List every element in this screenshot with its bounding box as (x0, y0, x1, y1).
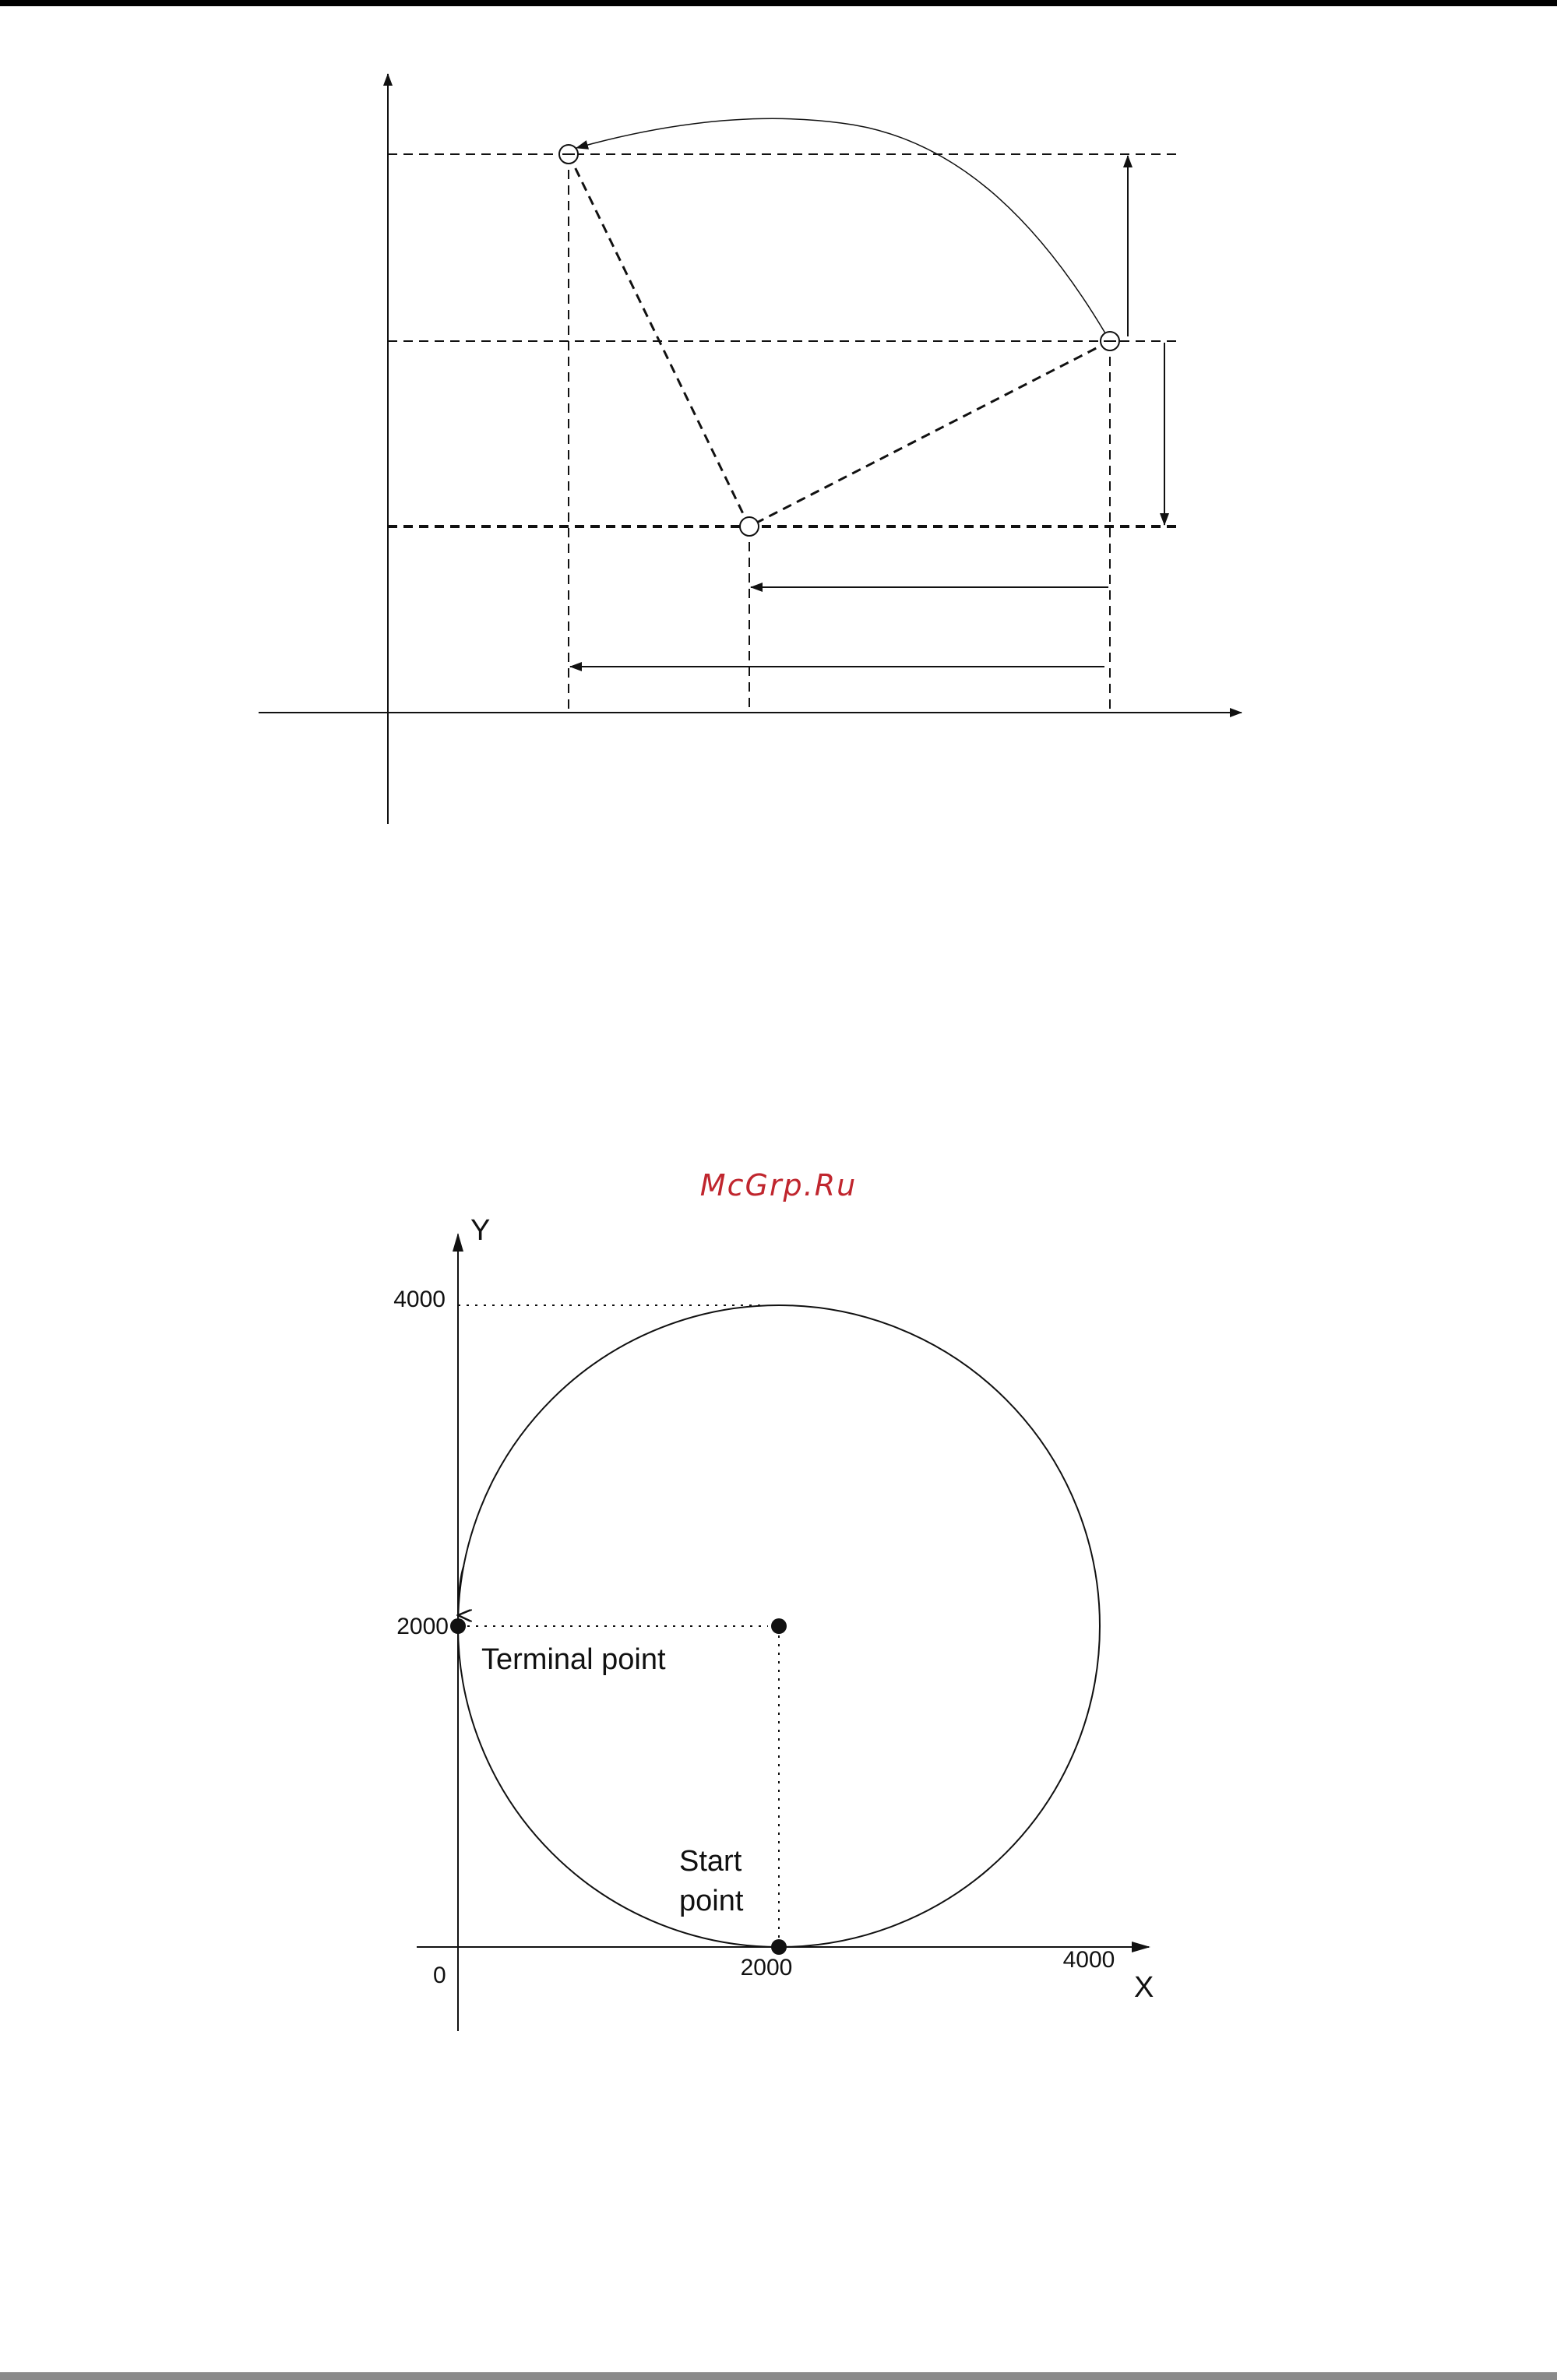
start-point (771, 1939, 787, 1955)
y-tick-label: 2000 (396, 1614, 449, 1639)
center-point (771, 1618, 787, 1634)
x-axis-label: X (1134, 1971, 1154, 2004)
y-tick-label: 4000 (393, 1287, 446, 1312)
start-point-label-line2: point (679, 1885, 744, 1917)
start-point-label-line1: Start (679, 1845, 742, 1878)
origin-label: 0 (433, 1963, 446, 1988)
bottom-border-bar (0, 2372, 1557, 2380)
terminal-point (450, 1618, 466, 1634)
y-axis-label: Y (470, 1214, 491, 1247)
x-tick-label: 2000 (740, 1955, 793, 1980)
x-tick-label: 4000 (1062, 1947, 1115, 1973)
terminal-point-label: Terminal point (481, 1643, 666, 1676)
watermark-text: McGrp.Ru (699, 1168, 858, 1202)
